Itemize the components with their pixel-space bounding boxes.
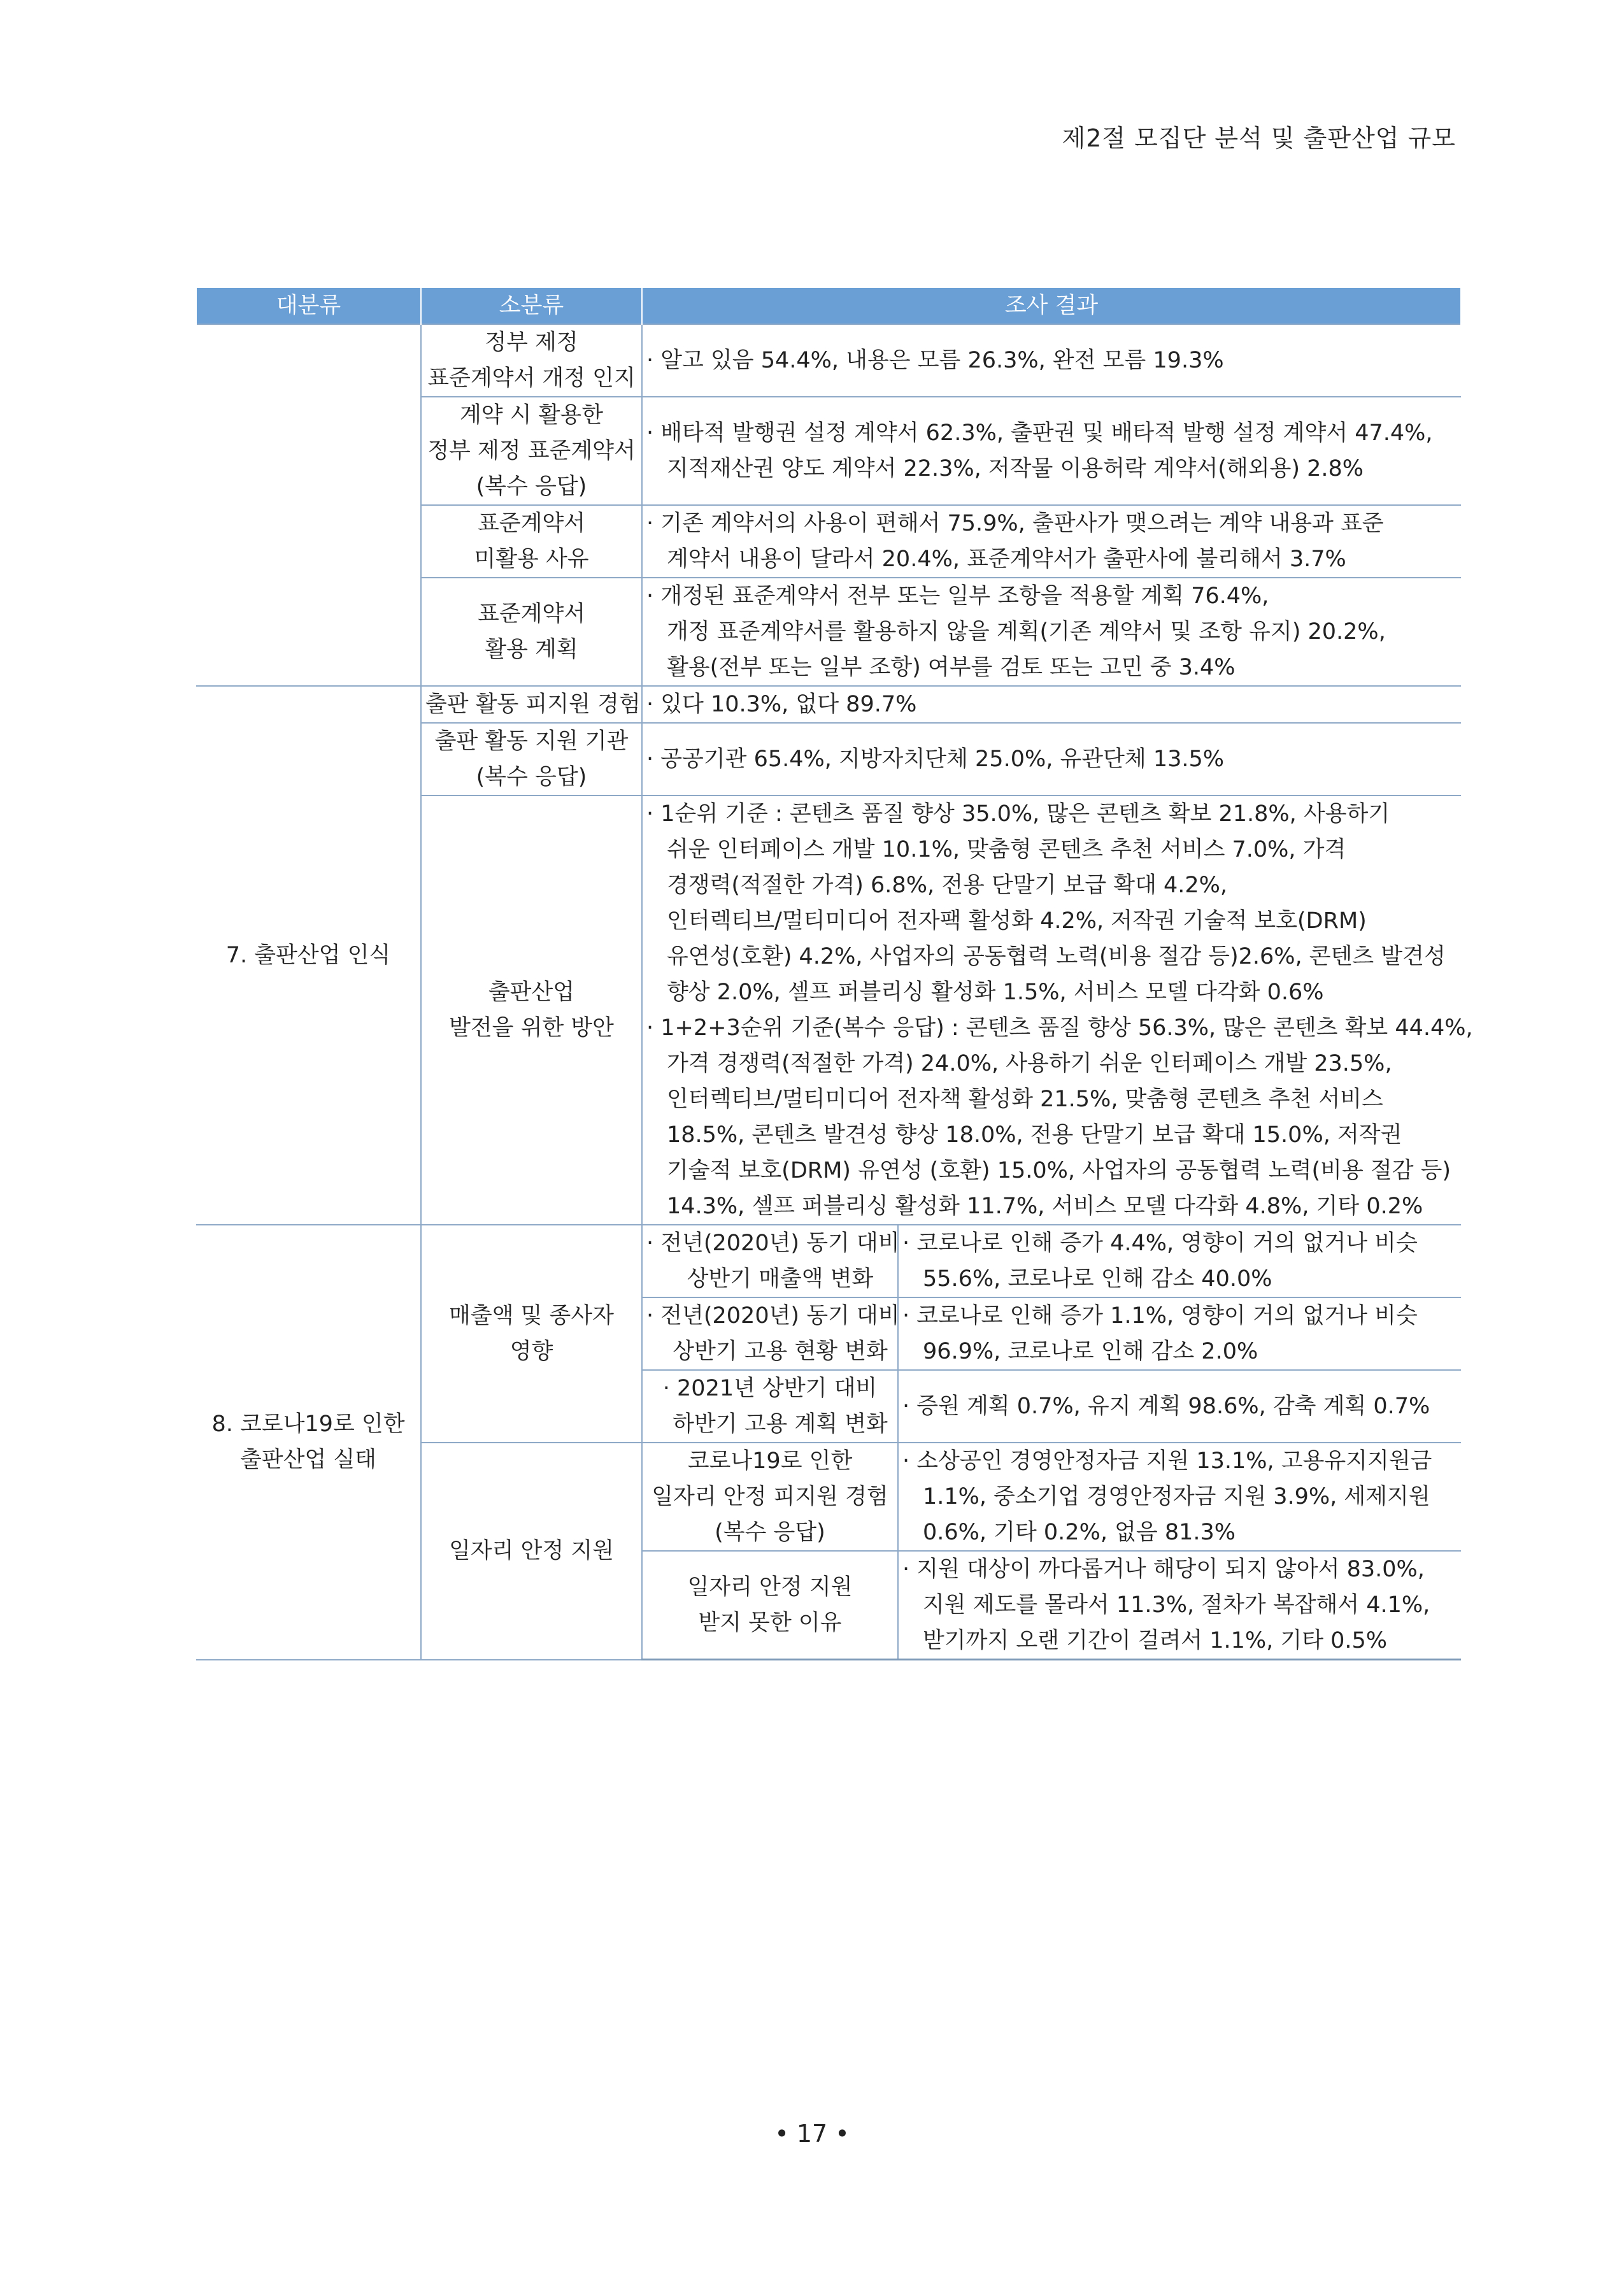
result-cell (642, 686, 1461, 723)
text-line: (복수 응답) (476, 764, 587, 790)
running-header: 제2절 모집단 분석 및 출판산업 규모 (1062, 124, 1456, 152)
col-header-major: 대분류 (196, 288, 421, 324)
result-first-rank (646, 796, 1457, 1010)
text-line: 일자리 안정 지원 (449, 1538, 614, 1564)
text-line: 55.6%, 코로나로 인해 감소 40.0% (923, 1266, 1272, 1292)
text-line: 영향 (509, 1339, 553, 1364)
item-cell (642, 1443, 898, 1551)
text-line: (복수 응답) (476, 474, 587, 499)
text-line: · 지원 대상이 까다롭거나 해당이 되지 않아서 83.0%, (902, 1557, 1425, 1582)
text-line: 표준계약서 (477, 511, 586, 536)
text-line: 인터렉티브/멀티미디어 전자팩 활성화 4.2%, 저작권 기술적 보호(DRM) (667, 908, 1367, 934)
text-line: · 기존 계약서의 사용이 편해서 75.9%, 출판사가 맺으려는 계약 내용과 표준 (646, 511, 1384, 536)
text-line: · 1순위 기준 : 콘텐츠 품질 향상 35.0%, 많은 콘텐츠 확보 21.8%, 사용하기 (646, 801, 1390, 827)
text-line: 출판 활동 지원 기관 (434, 729, 629, 754)
result-top3-rank (646, 1010, 1473, 1224)
text-line: 활용(전부 또는 일부 조항) 여부를 검토 또는 고민 중 3.4% (667, 655, 1236, 680)
item-cell (642, 1370, 898, 1443)
text-line: 일자리 안정 지원 (687, 1574, 853, 1600)
text-line: 1.1%, 중소기업 경영안정자금 지원 3.9%, 세제지원 (923, 1484, 1430, 1510)
table-row (196, 686, 1461, 723)
text-line: 상반기 고용 현황 변화 (673, 1339, 888, 1364)
table-header-row (196, 288, 1461, 324)
text-line: 발전을 위한 방안 (449, 1015, 614, 1041)
item-cell (642, 1225, 898, 1297)
result-cell (898, 1225, 1461, 1297)
text-line: 개정 표준계약서를 활용하지 않을 계획(기존 계약서 및 조항 유지) 20.2%, (667, 619, 1386, 645)
subcategory-cell (421, 578, 642, 686)
text-line: 출판산업 (488, 980, 575, 1005)
text-line: 가격 경쟁력(적절한 가격) 24.0%, 사용하기 쉬운 인터페이스 개발 23.5%, (667, 1051, 1392, 1076)
text-line: 경쟁력(적절한 가격) 6.8%, 전용 단말기 보급 확대 4.2%, (667, 873, 1228, 898)
text-line: 기술적 보호(DRM) 유연성 (호환) 15.0%, 사업자의 공동협력 노력(비용 절감 등) (667, 1158, 1451, 1183)
result-cell (642, 578, 1461, 686)
col-header-result: 조사 결과 (642, 288, 1461, 324)
category-cell-blank (196, 324, 421, 686)
result-cell (642, 505, 1461, 578)
subcategory-cell (421, 796, 642, 1225)
text-line: 상반기 매출액 변화 (687, 1266, 874, 1292)
col-header-minor: 소분류 (421, 288, 642, 324)
text-line: 쉬운 인터페이스 개발 10.1%, 맞춤형 콘텐츠 추천 서비스 7.0%, 가격 (667, 837, 1346, 862)
text-line: 지적재산권 양도 계약서 22.3%, 저작물 이용허락 계약서(해외용) 2.8% (667, 456, 1364, 482)
text-line: · 코로나로 인해 증가 4.4%, 영향이 거의 없거나 비슷 (902, 1231, 1418, 1256)
item-cell (642, 1551, 898, 1660)
text-line: · 알고 있음 54.4%, 내용은 모름 26.3%, 완전 모름 19.3% (646, 348, 1224, 373)
text-line: · 1+2+3순위 기준(복수 응답) : 콘텐츠 품질 향상 56.3%, 많은 콘텐츠 확보 44.4%, (646, 1015, 1473, 1041)
text-line: · 전년(2020년) 동기 대비 (646, 1231, 900, 1256)
text-line: 활용 계획 (485, 637, 578, 662)
text-line: 96.9%, 코로나로 인해 감소 2.0% (923, 1339, 1258, 1364)
page-number: • 17 • (774, 2120, 850, 2148)
text-line: 받지 못한 이유 (698, 1610, 842, 1636)
result-cell (898, 1370, 1461, 1443)
text-line: 인터렉티브/멀티미디어 전자책 활성화 21.5%, 맞춤형 콘텐츠 추천 서비스 (667, 1087, 1383, 1112)
text-line: 지원 제도를 몰라서 11.3%, 절차가 복잡해서 4.1%, (923, 1592, 1430, 1618)
text-line: 출판 활동 피지원 경험 (425, 692, 641, 717)
text-line: · 코로나로 인해 증가 1.1%, 영향이 거의 없거나 비슷 (902, 1303, 1418, 1329)
text-line: 향상 2.0%, 셀프 퍼블리싱 활성화 1.5%, 서비스 모델 다각화 0.6% (667, 980, 1324, 1005)
text-line: 일자리 안정 피지원 경험 (652, 1484, 888, 1510)
table-row (196, 324, 1461, 397)
text-line: · 개정된 표준계약서 전부 또는 일부 조항을 적용할 계획 76.4%, (646, 583, 1269, 609)
subcategory-cell (421, 505, 642, 578)
result-cell (898, 1551, 1461, 1660)
text-line: 표준계약서 (477, 601, 586, 627)
text-line: (복수 응답) (715, 1520, 825, 1545)
item-cell (642, 1297, 898, 1370)
text-line: 정부 제정 표준계약서 (427, 438, 636, 464)
subcategory-cell (421, 1443, 642, 1660)
subcategory-cell (421, 686, 642, 723)
text-line: 8. 코로나19로 인한 (211, 1411, 405, 1438)
text-line: 매출액 및 종사자 (449, 1303, 614, 1329)
text-line: 14.3%, 셀프 퍼블리싱 활성화 11.7%, 서비스 모델 다각화 4.8%, 기타 0.2% (667, 1194, 1423, 1219)
result-cell (642, 397, 1461, 505)
subcategory-cell (421, 324, 642, 397)
text-line: 18.5%, 콘텐츠 발견성 향상 18.0%, 전용 단말기 보급 확대 15.0%, 저작권 (667, 1122, 1402, 1148)
text-line: · 있다 10.3%, 없다 89.7% (646, 692, 917, 717)
text-line: 미활용 사유 (474, 546, 589, 572)
text-line: 출판산업 실태 (240, 1447, 376, 1473)
text-line: · 공공기관 65.4%, 지방자치단체 25.0%, 유관단체 13.5% (646, 746, 1225, 772)
text-line: · 소상공인 경영안정자금 지원 13.1%, 고용유지지원금 (902, 1448, 1432, 1474)
survey-results-table (196, 288, 1473, 1660)
subcategory-cell (421, 723, 642, 796)
category-cell (196, 1225, 421, 1660)
text-line: 계약 시 활용한 (459, 403, 604, 428)
result-cell (642, 324, 1461, 397)
text-line: 계약서 내용이 달라서 20.4%, 표준계약서가 출판사에 불리해서 3.7% (667, 546, 1346, 572)
subcategory-cell (421, 1225, 642, 1443)
result-cell (898, 1443, 1461, 1551)
table-row (196, 1225, 1461, 1297)
text-line: 0.6%, 기타 0.2%, 없음 81.3% (923, 1520, 1236, 1545)
text-line: 받기까지 오랜 기간이 걸려서 1.1%, 기타 0.5% (923, 1628, 1388, 1653)
result-cell (898, 1297, 1461, 1370)
result-cell (642, 723, 1461, 796)
text-line: · 전년(2020년) 동기 대비 (646, 1303, 900, 1329)
subcategory-cell (421, 397, 642, 505)
text-line: 하반기 고용 계획 변화 (673, 1411, 888, 1437)
text-line: · 증원 계획 0.7%, 유지 계획 98.6%, 감축 계획 0.7% (902, 1394, 1430, 1419)
text-line: · 2021년 상반기 대비 (662, 1376, 878, 1401)
category-cell: 7. 출판산업 인식 (196, 686, 421, 1225)
text-line: · 배타적 발행권 설정 계약서 62.3%, 출판권 및 배타적 발행 설정 계약서 47.4%, (646, 420, 1433, 446)
result-cell (642, 796, 1473, 1225)
text-line: 코로나19로 인한 (687, 1448, 853, 1474)
text-line: 표준계약서 개정 인지 (427, 366, 636, 391)
text-line: 유연성(호환) 4.2%, 사업자의 공동협력 노력(비용 절감 등)2.6%, 콘텐츠 발견성 (667, 944, 1446, 969)
text-line: 정부 제정 (485, 330, 578, 355)
